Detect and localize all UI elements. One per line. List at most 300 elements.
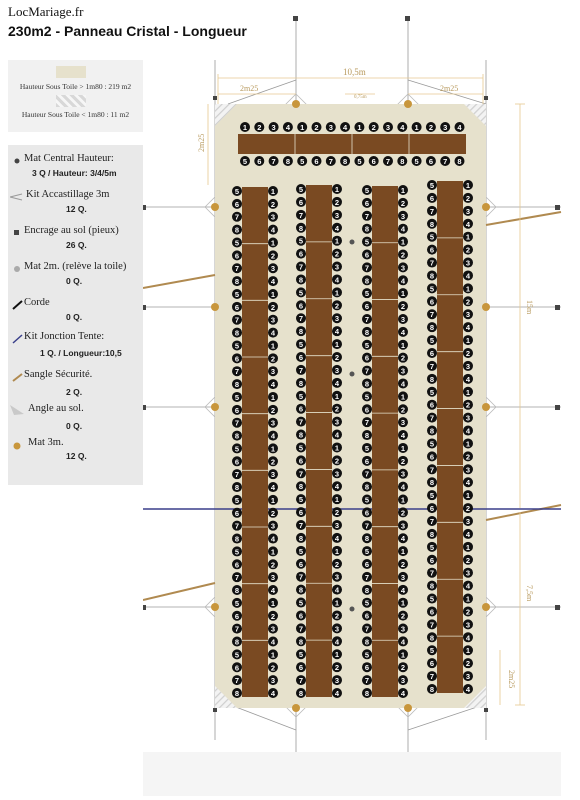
seat-number: 4 [334, 327, 340, 337]
seat-number: 8 [298, 223, 304, 233]
seat-number: 3 [270, 624, 276, 634]
seat-number: 5 [242, 157, 248, 166]
legend-item-label: Encrage au sol (pieux) [24, 225, 119, 236]
seat-number: 7 [298, 210, 304, 220]
seat-number: 8 [298, 482, 304, 492]
seat-number: 1 [270, 289, 276, 299]
seat-number: 1 [334, 288, 340, 298]
seat-number: 4 [465, 581, 471, 591]
ground-anchor-icon [143, 305, 146, 310]
seat-number: 6 [429, 607, 435, 617]
seat-number: 6 [364, 508, 370, 518]
seat-number: 2 [334, 559, 340, 569]
seat-number: 1 [334, 495, 340, 505]
seat-number: 8 [429, 374, 435, 384]
ground-anchor-icon [12, 228, 22, 238]
seat-number: 6 [234, 405, 240, 415]
ground-anchor-icon [555, 405, 560, 410]
seat-number: 4 [465, 633, 471, 643]
seat-number: 8 [364, 534, 370, 544]
ground-anchor-icon [143, 605, 146, 610]
seat-number: 2 [270, 302, 276, 312]
seat-number: 3 [400, 572, 406, 582]
seat-number: 5 [298, 650, 304, 660]
legend-item-value: 0 Q. [66, 276, 83, 286]
seat-number: 6 [298, 301, 304, 311]
seat-number: 3 [334, 262, 340, 272]
seat-number: 2 [270, 508, 276, 518]
center-pole-icon [350, 240, 355, 245]
seat-number: 1 [400, 392, 406, 402]
seat-number: 3 [334, 314, 340, 324]
seat-number: 1 [334, 598, 340, 608]
seat-number: 4 [334, 585, 340, 595]
long-table [242, 187, 268, 697]
seat-number: 5 [298, 288, 304, 298]
seat-number: 4 [334, 378, 340, 388]
long-table [372, 186, 398, 697]
seat-number: 1 [270, 598, 276, 608]
pole-3m-icon [211, 403, 219, 411]
legend-item-label: Mat 3m. [28, 437, 64, 448]
seat-number: 5 [364, 547, 370, 557]
seat-number: 4 [400, 379, 406, 389]
seat-number: 5 [414, 157, 419, 166]
seat-number: 8 [429, 219, 435, 229]
seat-number: 2 [400, 456, 406, 466]
tent-floor-plan [143, 0, 580, 800]
footer-panel [143, 752, 561, 796]
seat-number: 2 [270, 611, 276, 621]
seat-number: 3 [465, 258, 471, 268]
ground-anchor-icon [555, 305, 560, 310]
seat-number: 4 [400, 276, 406, 286]
legend-item-value: 3 Q / Hauteur: 3/4/5m [32, 168, 117, 178]
seat-number: 5 [298, 236, 304, 246]
seat-number: 7 [328, 157, 333, 166]
pole-3m-icon [211, 303, 219, 311]
seat-number: 6 [428, 157, 433, 166]
seat-number: 8 [364, 637, 370, 647]
dim-bottom-end: 2m25 [507, 670, 516, 689]
seat-number: 2 [270, 251, 276, 261]
seat-number: 6 [364, 405, 370, 415]
seat-number: 2 [257, 123, 262, 132]
seat-number: 1 [400, 443, 406, 453]
seat-number: 7 [298, 365, 304, 375]
seat-number: 5 [300, 157, 305, 166]
seat-number: 7 [364, 469, 370, 479]
seat-number: 4 [465, 271, 471, 281]
page-title: 230m2 - Panneau Cristal - Longueur [8, 23, 247, 39]
seat-number: 6 [234, 302, 240, 312]
seat-number: 3 [334, 210, 340, 220]
seat-number: 6 [234, 354, 240, 364]
pole-3m-icon [292, 704, 300, 712]
seat-number: 3 [400, 366, 406, 376]
legend-item-label: Mat Central Hauteur: [24, 153, 114, 164]
seat-number: 1 [465, 232, 471, 242]
seat-number: 8 [234, 431, 240, 441]
seat-number: 7 [298, 676, 304, 686]
seat-number: 6 [314, 157, 319, 166]
seat-number: 2 [270, 560, 276, 570]
seat-number: 7 [298, 572, 304, 582]
seat-number: 6 [364, 353, 370, 363]
seat-number: 8 [429, 478, 435, 488]
seat-number: 2 [428, 123, 433, 132]
seat-number: 1 [334, 443, 340, 453]
seat-number: 8 [429, 271, 435, 281]
seat-number: 2 [465, 555, 471, 565]
ground-anchor-icon [555, 605, 560, 610]
rope-icon [12, 299, 24, 311]
seat-number: 3 [400, 314, 406, 324]
seat-number: 4 [270, 328, 276, 338]
seat-number: 3 [328, 123, 333, 132]
seat-number: 3 [334, 417, 340, 427]
seat-number: 1 [334, 236, 340, 246]
seat-number: 6 [364, 250, 370, 260]
seat-number: 7 [271, 157, 276, 166]
seat-number: 3 [270, 676, 276, 686]
seat-number: 2 [465, 607, 471, 617]
seat-number: 8 [234, 586, 240, 596]
seat-number: 8 [364, 327, 370, 337]
seat-number: 6 [234, 560, 240, 570]
seat-number: 2 [334, 353, 340, 362]
seat-number: 5 [234, 650, 240, 660]
seat-number: 8 [364, 379, 370, 389]
seat-number: 3 [334, 521, 340, 530]
ground-anchor-icon [293, 16, 298, 21]
seat-number: 5 [429, 646, 435, 656]
seat-number: 2 [400, 302, 406, 312]
seat-number: 5 [298, 546, 304, 556]
seat-number: 7 [429, 568, 435, 578]
pole-3m-icon [482, 603, 490, 611]
seat-number: 5 [234, 341, 240, 351]
seat-number: 2 [270, 663, 276, 673]
seat-number: 5 [364, 289, 370, 299]
seat-number: 4 [270, 534, 276, 544]
seat-number: 4 [270, 637, 276, 647]
center-pole-icon [350, 607, 355, 612]
seat-number: 7 [443, 157, 448, 166]
seat-number: 6 [298, 611, 304, 621]
seat-number: 3 [465, 206, 471, 216]
seat-number: 6 [364, 611, 370, 621]
seat-number: 8 [234, 689, 240, 698]
seat-number: 5 [298, 185, 304, 194]
high-ceiling-label: Hauteur Sous Toile > 1m80 : 219 m2 [19, 82, 132, 91]
low-ceiling-swatch [56, 95, 86, 107]
seat-number: 3 [400, 263, 406, 273]
ground-anchor-icon [143, 405, 146, 410]
seat-number: 6 [257, 157, 262, 166]
seat-number: 4 [465, 426, 471, 436]
seat-number: 7 [298, 521, 304, 530]
legend-item-value: 1 Q. / Longueur:10,5 [40, 348, 122, 358]
legend-item-label: Angle au sol. [28, 403, 84, 414]
seat-number: 3 [270, 573, 276, 583]
seat-number: 3 [400, 676, 406, 686]
seat-number: 2 [400, 508, 406, 518]
seat-number: 3 [385, 123, 391, 132]
seat-number: 4 [334, 482, 340, 492]
legend-item-value: 12 Q. [66, 451, 87, 461]
seat-number: 7 [364, 263, 370, 273]
seat-number: 7 [429, 206, 435, 216]
seat-number: 7 [364, 624, 370, 634]
seat-number: 1 [270, 650, 276, 660]
long-table [437, 181, 463, 693]
seat-number: 2 [334, 456, 340, 466]
seat-number: 3 [465, 620, 471, 630]
ground-anchor-icon [405, 16, 410, 21]
seat-number: 5 [429, 542, 435, 552]
seat-number: 7 [298, 262, 304, 272]
pole-3m-icon [404, 100, 412, 108]
seat-number: 5 [364, 237, 370, 247]
seat-number: 4 [400, 637, 406, 647]
seat-number: 8 [429, 581, 435, 591]
legend-item-label: Corde [24, 297, 50, 308]
seat-number: 7 [429, 361, 435, 371]
seat-number: 4 [400, 327, 406, 337]
seat-number: 2 [465, 452, 471, 462]
seat-number: 6 [364, 198, 370, 208]
legend-item-label: Kit Jonction Tente: [24, 331, 105, 342]
seat-number: 2 [314, 123, 319, 132]
seat-number: 4 [270, 277, 276, 287]
seat-number: 8 [298, 430, 304, 440]
seat-number: 7 [298, 469, 304, 479]
seat-number: 1 [334, 391, 340, 401]
seat-number: 8 [298, 275, 304, 285]
seat-number: 1 [270, 238, 276, 248]
seat-number: 6 [429, 349, 435, 358]
seat-number: 7 [364, 366, 370, 376]
pole-3m-icon [482, 403, 490, 411]
dim-side-end: 2m25 [197, 133, 206, 152]
seat-number: 2 [465, 245, 471, 255]
seat-number: 1 [465, 181, 471, 190]
seat-number: 5 [298, 598, 304, 608]
seat-number: 7 [364, 418, 370, 428]
junction-kit-icon [12, 333, 24, 345]
seat-number: 1 [400, 650, 406, 660]
seat-number: 5 [298, 495, 304, 505]
seat-number: 8 [234, 483, 240, 493]
seat-number: 2 [465, 297, 471, 307]
seat-number: 5 [234, 547, 240, 557]
seat-number: 5 [364, 495, 370, 505]
seat-number: 7 [429, 413, 435, 423]
seat-number: 8 [298, 585, 304, 595]
seat-number: 3 [334, 676, 340, 686]
legend-item-value: 2 Q. [66, 387, 83, 397]
seat-number: 1 [300, 123, 305, 132]
seat-number: 8 [429, 426, 435, 436]
seat-number: 3 [270, 521, 276, 531]
seat-number: 4 [400, 585, 406, 595]
seat-number: 5 [234, 289, 240, 299]
seat-number: 1 [400, 598, 406, 608]
seat-number: 6 [429, 452, 435, 462]
seat-number: 8 [298, 533, 304, 543]
seat-number: 8 [429, 633, 435, 643]
seat-number: 1 [465, 387, 471, 397]
seat-number: 3 [465, 361, 471, 371]
seat-number: 2 [465, 349, 471, 358]
seat-number: 2 [334, 663, 340, 673]
seat-number: 1 [465, 439, 471, 449]
seat-number: 2 [270, 405, 276, 415]
pole-3m-icon [292, 100, 300, 108]
safety-strap-icon [12, 371, 24, 383]
seat-number: 7 [429, 620, 435, 630]
seat-number: 1 [242, 123, 248, 132]
seat-number: 2 [334, 404, 340, 414]
seat-number: 7 [429, 672, 435, 682]
seat-number: 4 [400, 482, 406, 492]
seat-number: 4 [334, 275, 340, 285]
seat-number: 5 [364, 186, 370, 195]
seat-number: 3 [270, 264, 276, 274]
seat-number: 4 [465, 529, 471, 539]
seat-number: 5 [429, 284, 435, 294]
seat-number: 7 [234, 367, 240, 377]
seat-number: 2 [465, 659, 471, 669]
seat-number: 1 [334, 546, 340, 556]
seat-number: 6 [364, 456, 370, 466]
seat-number: 1 [270, 392, 276, 402]
seat-number: 8 [364, 585, 370, 595]
seat-number: 2 [270, 457, 276, 467]
seat-number: 7 [429, 258, 435, 268]
seat-number: 4 [334, 689, 340, 698]
center-pole-icon [350, 372, 355, 377]
seat-number: 1 [334, 185, 340, 194]
pole-3m-icon [482, 303, 490, 311]
pole-3m-icon [482, 203, 490, 211]
ground-anchor-icon [143, 205, 146, 210]
seat-number: 5 [364, 392, 370, 402]
seat-number: 5 [234, 187, 240, 196]
seat-number: 3 [270, 367, 276, 377]
seat-number: 3 [334, 469, 340, 479]
seat-number: 8 [343, 157, 348, 166]
seat-number: 5 [364, 340, 370, 350]
seat-number: 4 [270, 586, 276, 596]
seat-number: 6 [429, 245, 435, 255]
seat-number: 4 [343, 123, 348, 132]
seat-number: 6 [298, 404, 304, 414]
seat-number: 6 [364, 302, 370, 312]
seat-number: 5 [234, 495, 240, 505]
seat-number: 3 [400, 521, 406, 531]
seat-number: 3 [400, 469, 406, 479]
seat-number: 8 [234, 277, 240, 287]
pole-3m-icon [211, 603, 219, 611]
seat-number: 5 [364, 650, 370, 660]
seat-number: 7 [298, 417, 304, 427]
seat-number: 6 [298, 508, 304, 518]
legend-item-label: Sangle Sécurité. [24, 369, 93, 380]
seat-number: 2 [400, 250, 406, 260]
seat-number: 3 [334, 365, 340, 375]
seat-number: 4 [270, 689, 276, 698]
seat-number: 8 [234, 534, 240, 544]
seat-number: 1 [400, 289, 406, 299]
seat-number: 5 [234, 444, 240, 454]
seat-number: 5 [234, 238, 240, 248]
seat-number: 7 [234, 573, 240, 583]
site-name: LocMariage.fr [8, 4, 84, 19]
seat-number: 1 [270, 547, 276, 557]
seat-number: 5 [234, 598, 240, 608]
seat-number: 2 [334, 301, 340, 311]
seat-number: 2 [400, 611, 406, 621]
seat-number: 4 [465, 685, 471, 694]
seat-number: 8 [364, 482, 370, 492]
seat-number: 1 [334, 650, 340, 660]
seat-number: 6 [429, 504, 435, 514]
seat-number: 4 [270, 431, 276, 441]
legend-item-value: 0 Q. [66, 312, 83, 322]
legend-item-label: Mat 2m. (relève la toile) [24, 261, 127, 272]
pole-3m-icon [404, 704, 412, 712]
seat-number: 4 [270, 225, 276, 235]
seat-number: 6 [364, 560, 370, 570]
seat-number: 5 [298, 340, 304, 350]
dim-end-right: 2m25 [440, 84, 459, 93]
seat-number: 3 [465, 517, 471, 526]
seat-number: 6 [429, 400, 435, 410]
seat-number: 7 [298, 624, 304, 634]
seat-number: 8 [364, 431, 370, 441]
seat-number: 7 [364, 211, 370, 221]
seat-number: 6 [429, 659, 435, 669]
seat-number: 1 [270, 444, 276, 454]
seat-number: 7 [234, 264, 240, 274]
seat-number: 2 [334, 611, 340, 621]
pole-3m-icon [211, 203, 219, 211]
seat-number: 1 [465, 646, 471, 656]
seat-number: 7 [364, 521, 370, 531]
seat-number: 2 [465, 504, 471, 514]
long-table [306, 185, 332, 697]
seat-number: 2 [334, 197, 340, 207]
seat-number: 4 [334, 223, 340, 233]
seat-number: 8 [429, 529, 435, 539]
seat-number: 5 [429, 387, 435, 397]
seat-number: 5 [357, 157, 362, 166]
seat-number: 1 [400, 340, 406, 350]
seat-number: 8 [457, 157, 462, 166]
seat-number: 8 [234, 637, 240, 647]
seat-number: 2 [465, 400, 471, 410]
low-ceiling-label: Hauteur Sous Toile < 1m80 : 11 m2 [21, 110, 130, 119]
seat-number: 5 [298, 443, 304, 453]
seat-number: 4 [270, 380, 276, 390]
dim-length: 15m [525, 300, 534, 315]
seat-number: 8 [298, 327, 304, 337]
seat-number: 8 [364, 276, 370, 286]
seat-number: 2 [371, 123, 376, 132]
seat-number: 5 [429, 232, 435, 242]
